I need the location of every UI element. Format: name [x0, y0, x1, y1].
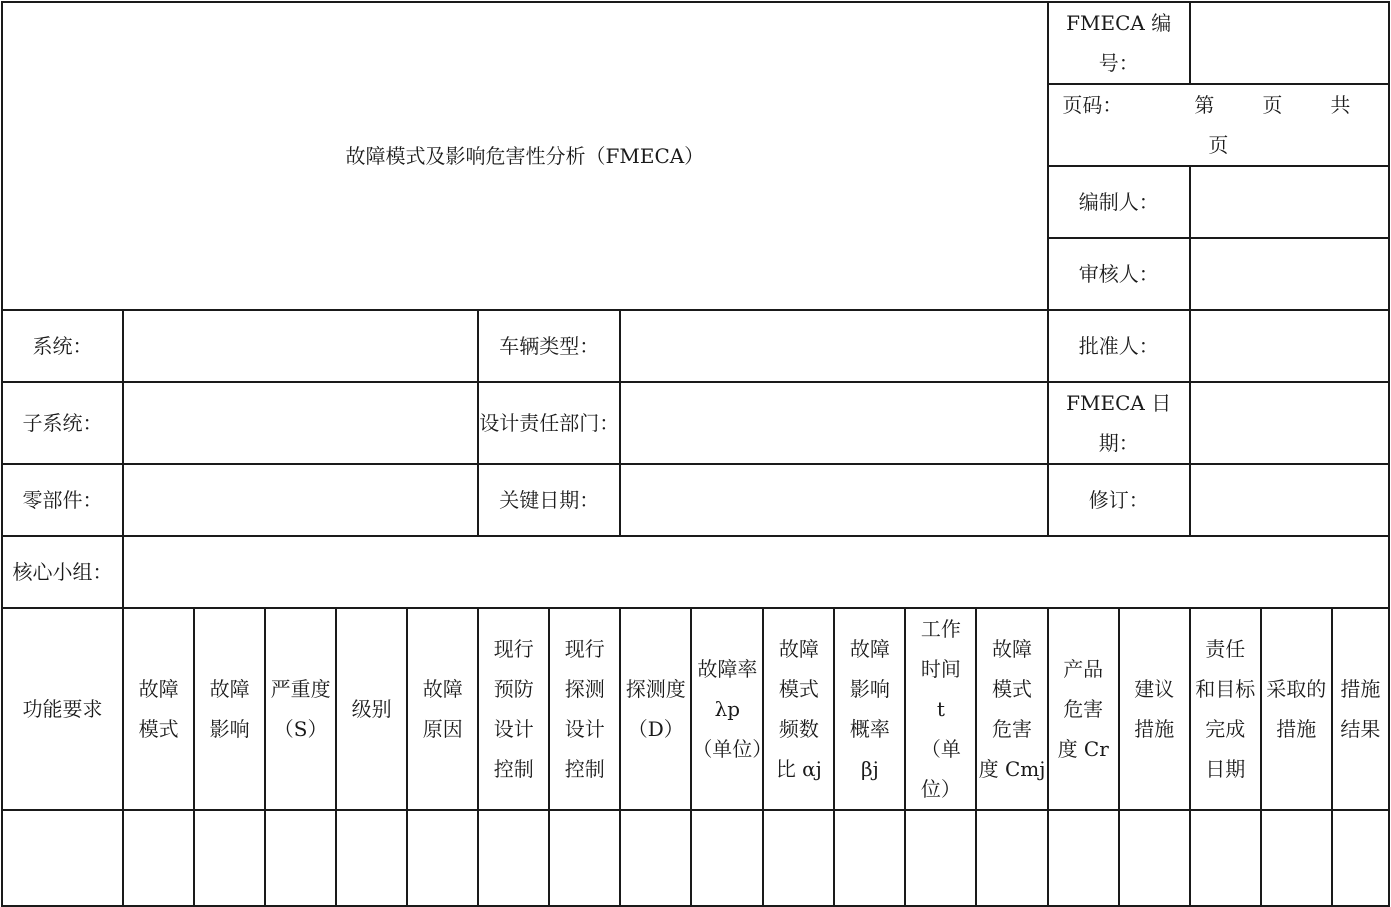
col-recommended-actions: 建议 措施	[1119, 608, 1190, 810]
key-date-field[interactable]	[620, 464, 1047, 536]
fmeca-date-field[interactable]	[1190, 382, 1389, 464]
revision-label: 修订：	[1048, 464, 1190, 536]
core-team-label: 核心小组：	[2, 536, 123, 608]
system-field[interactable]	[123, 310, 478, 382]
page-gong: 共	[1330, 93, 1351, 117]
col-operating-time: 工作 时间 t （单位）	[905, 608, 976, 810]
cell-prevention-control[interactable]	[478, 810, 549, 906]
core-team-field[interactable]	[123, 536, 1389, 608]
cell-function-requirement[interactable]	[2, 810, 123, 906]
cell-class[interactable]	[336, 810, 407, 906]
col-mode-criticality: 故障 模式 危害 度 Cmj	[976, 608, 1047, 810]
col-class: 级别	[336, 608, 407, 810]
fmeca-number-label: FMECA 编号：	[1048, 2, 1190, 84]
component-field[interactable]	[123, 464, 478, 536]
col-failure-mode: 故障 模式	[123, 608, 194, 810]
col-current-prevention-control: 现行 预防 设计 控制	[478, 608, 549, 810]
cell-responsibility-date[interactable]	[1190, 810, 1261, 906]
subsystem-label: 子系统：	[2, 382, 123, 464]
reviewer-field[interactable]	[1190, 238, 1389, 310]
cell-failure-mode[interactable]	[123, 810, 194, 906]
col-detection: 探测度 （D）	[620, 608, 691, 810]
col-responsibility-date: 责任 和目标 完成 日期	[1190, 608, 1261, 810]
cell-effect-probability[interactable]	[834, 810, 905, 906]
vehicle-type-field[interactable]	[620, 310, 1047, 382]
page-ye: 页	[1262, 93, 1283, 117]
design-dept-field[interactable]	[620, 382, 1047, 464]
cell-action-results[interactable]	[1332, 810, 1389, 906]
approver-label: 批准人：	[1048, 310, 1190, 382]
cell-item-criticality[interactable]	[1048, 810, 1119, 906]
fmeca-number-field[interactable]	[1190, 2, 1389, 84]
key-date-label: 关键日期：	[478, 464, 620, 536]
cell-failure-rate[interactable]	[691, 810, 763, 906]
preparer-label: 编制人：	[1048, 166, 1190, 238]
col-current-detection-control: 现行 探测 设计 控制	[549, 608, 620, 810]
preparer-field[interactable]	[1190, 166, 1389, 238]
col-actions-taken: 采取的 措施	[1261, 608, 1332, 810]
col-failure-mode-ratio: 故障 模式 频数 比 αj	[763, 608, 834, 810]
cell-recommended-actions[interactable]	[1119, 810, 1190, 906]
page-number-row	[1048, 84, 1389, 166]
page-di: 第	[1194, 93, 1215, 117]
design-dept-label: 设计责任部门：	[478, 382, 620, 464]
col-failure-cause: 故障 原因	[407, 608, 478, 810]
cell-detection-control[interactable]	[549, 810, 620, 906]
table-row	[2, 810, 1389, 906]
approver-field[interactable]	[1190, 310, 1389, 382]
col-failure-effect-probability: 故障 影响 概率 βj	[834, 608, 905, 810]
cell-failure-cause[interactable]	[407, 810, 478, 906]
cell-operating-time[interactable]	[905, 810, 976, 906]
col-severity: 严重度 （S）	[265, 608, 336, 810]
col-item-criticality: 产品 危害 度 Cr	[1048, 608, 1119, 810]
subsystem-field[interactable]	[123, 382, 478, 464]
fmeca-date-label: FMECA 日期：	[1048, 382, 1190, 464]
cell-severity[interactable]	[265, 810, 336, 906]
col-failure-effect: 故障 影响	[194, 608, 265, 810]
page-label: 页码：	[1062, 93, 1123, 117]
col-failure-rate: 故障率 λp （单位）	[691, 608, 763, 810]
cell-detection[interactable]	[620, 810, 691, 906]
cell-mode-ratio[interactable]	[763, 810, 834, 906]
fmeca-form	[1, 1, 1390, 907]
cell-failure-effect[interactable]	[194, 810, 265, 906]
component-label: 零部件：	[2, 464, 123, 536]
reviewer-label: 审核人：	[1048, 238, 1190, 310]
col-action-results: 措施 结果	[1332, 608, 1389, 810]
system-label: 系统：	[2, 310, 123, 382]
col-function-requirement: 功能要求	[2, 608, 123, 810]
cell-mode-criticality[interactable]	[976, 810, 1047, 906]
revision-field[interactable]	[1190, 464, 1389, 536]
vehicle-type-label: 车辆类型：	[478, 310, 620, 382]
page-ye-total: 页	[1208, 133, 1229, 157]
form-title: 故障模式及影响危害性分析（FMECA）	[2, 2, 1048, 310]
cell-actions-taken[interactable]	[1261, 810, 1332, 906]
